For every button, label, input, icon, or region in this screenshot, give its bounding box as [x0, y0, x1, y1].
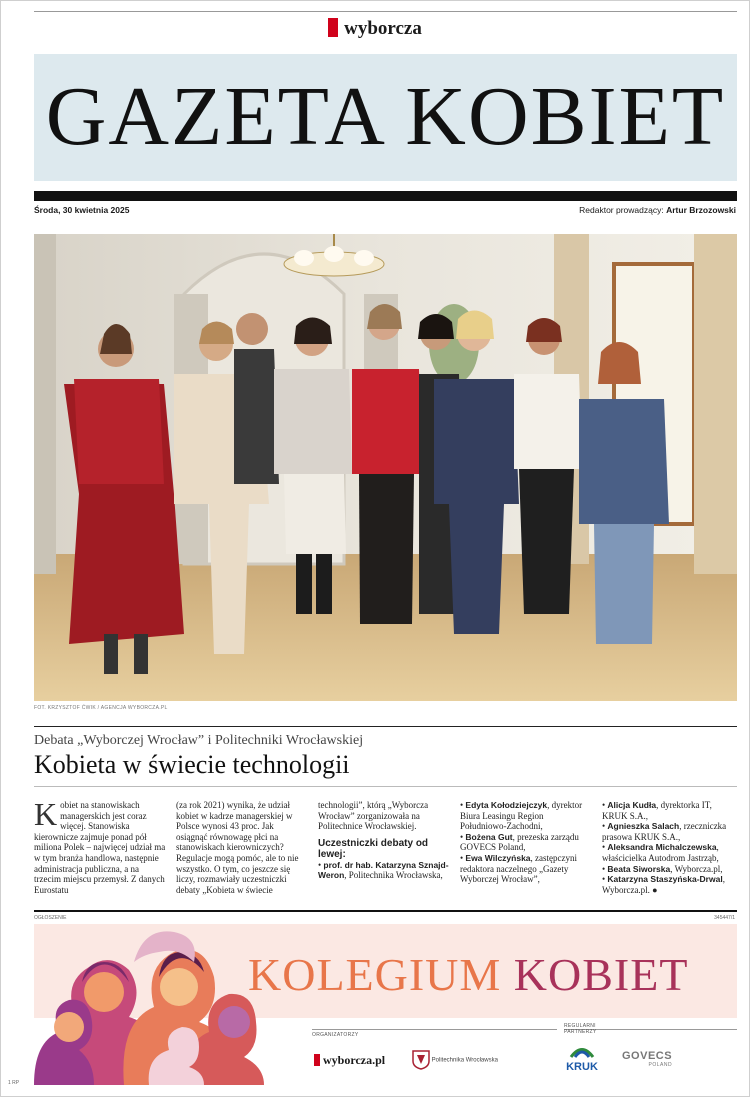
brand-mark-icon	[328, 18, 338, 37]
article-kicker: Debata „Wyborczej Wrocław” i Politechniki Wrocławskiej	[34, 733, 364, 748]
article-top-rule	[34, 726, 737, 727]
article-column-1: Kobiet na stanowiskach managerskich jest coraz więcej. Stanowiska kierownicze zajmuje ponad pół miliona Polek – najwięcej udział ma w tym branża handlowa, następnie administracja publiczna, a na trzecim miejscu przemysł. Z danych Eurostatu	[34, 796, 166, 895]
ad-label: OGŁOSZENIE	[34, 915, 67, 921]
participant-item: • Alicja Kudła, dyrektorka IT, KRUK S.A.,	[602, 800, 712, 821]
issue-date: Środa, 30 kwietnia 2025	[34, 205, 130, 215]
ad-top-rule	[34, 910, 737, 912]
ad-title: KOLEGIUM KOBIET	[248, 949, 689, 1000]
participant-item: • Edyta Kołodziejczyk, dyrektor Biura Leasingu Region Południowo-Zachodni,	[460, 800, 583, 832]
org-wyborcza-logo[interactable]: wyborcza.pl	[314, 1053, 385, 1068]
participant-item: • prof. dr hab. Katarzyna Sznajd-Weron, Politechnika Wrocławska,	[318, 859, 449, 881]
partner-govecs-logo[interactable]: GOVECS POLAND	[622, 1050, 673, 1068]
participant-item: • Aleksandra Michalczewska, właścicielka Autodrom Jastrząb,	[602, 842, 719, 863]
women-illustration	[34, 922, 264, 1085]
organizers-rule	[312, 1029, 557, 1030]
group-photo[interactable]	[34, 234, 737, 701]
participant-item: • Agnieszka Salach, rzeczniczka prasowa KRUK S.A.,	[602, 821, 727, 842]
organizers-label: ORGANIZATORZY	[312, 1032, 359, 1038]
kruk-arc-icon	[569, 1044, 595, 1058]
editor-line: Redaktor prowadzący: Artur Brzozowski	[579, 205, 736, 215]
shield-icon	[412, 1050, 430, 1070]
article-column-4	[460, 800, 592, 885]
participant-item: • Ewa Wilczyńska, zastępczyni redaktora naczelnego „Gazety Wyborczej Wrocław”,	[460, 852, 578, 885]
article-column-3: technologii”, którą „Wyborcza Wrocław” zorganizowała na Politechnice Wrocławskiej. Uczestniczki debaty od lewej: • prof. dr hab. Katarzyna Sznajd-Weron, Politechnika Wrocławska,	[318, 800, 449, 881]
article-headline[interactable]: Kobieta w świecie technologii	[34, 750, 350, 779]
brand-logo[interactable]: wyborcza	[0, 18, 750, 40]
drop-cap: K	[34, 796, 58, 832]
article-column-2: (za rok 2021) wynika, że udział kobiet w kadrze managerskiej w Polsce wynosi 43 proc. Jak osiągnąć równowagę płci na stanowiskach kierowniczych? Regulacje mogą pomóc, ale to nie wszystko. O tym, co jeszcze się liczy, rozmawiały uczestniczki debaty „Kobieta w świecie	[176, 800, 299, 895]
page-number: 1 RP	[8, 1080, 20, 1086]
brand-mark-icon	[314, 1054, 320, 1066]
photo-credit: FOT. KRZYSZTOF ĆWIK / AGENCJA WYBORCZA.PL	[34, 705, 168, 711]
partners-label: REGULARNI PARTNERZY	[564, 1023, 597, 1035]
participant-item: • Bożena Gut, prezeska zarządu GOVECS Poland,	[460, 831, 579, 853]
headline-rule	[34, 786, 737, 787]
ad-code: 345447/1	[714, 915, 735, 921]
masthead-title: GAZETA KOBIET	[45, 70, 726, 163]
participant-item: • Beata Siworska, Wyborcza.pl,	[602, 863, 723, 874]
photo-illustration	[34, 234, 737, 701]
editor-name: Artur Brzozowski	[666, 205, 736, 215]
masthead-rule	[34, 191, 737, 201]
partner-kruk-logo[interactable]: KRUK	[564, 1044, 600, 1073]
article-column-5	[602, 800, 737, 895]
participants-heading: Uczestniczki debaty od lewej:	[318, 837, 429, 860]
org-politechnika-logo[interactable]: Politechnika Wrocławska	[412, 1050, 498, 1070]
top-rule	[34, 11, 737, 12]
participant-item: • Katarzyna Staszyńska-Drwal, Wyborcza.pl. ●	[602, 874, 725, 895]
